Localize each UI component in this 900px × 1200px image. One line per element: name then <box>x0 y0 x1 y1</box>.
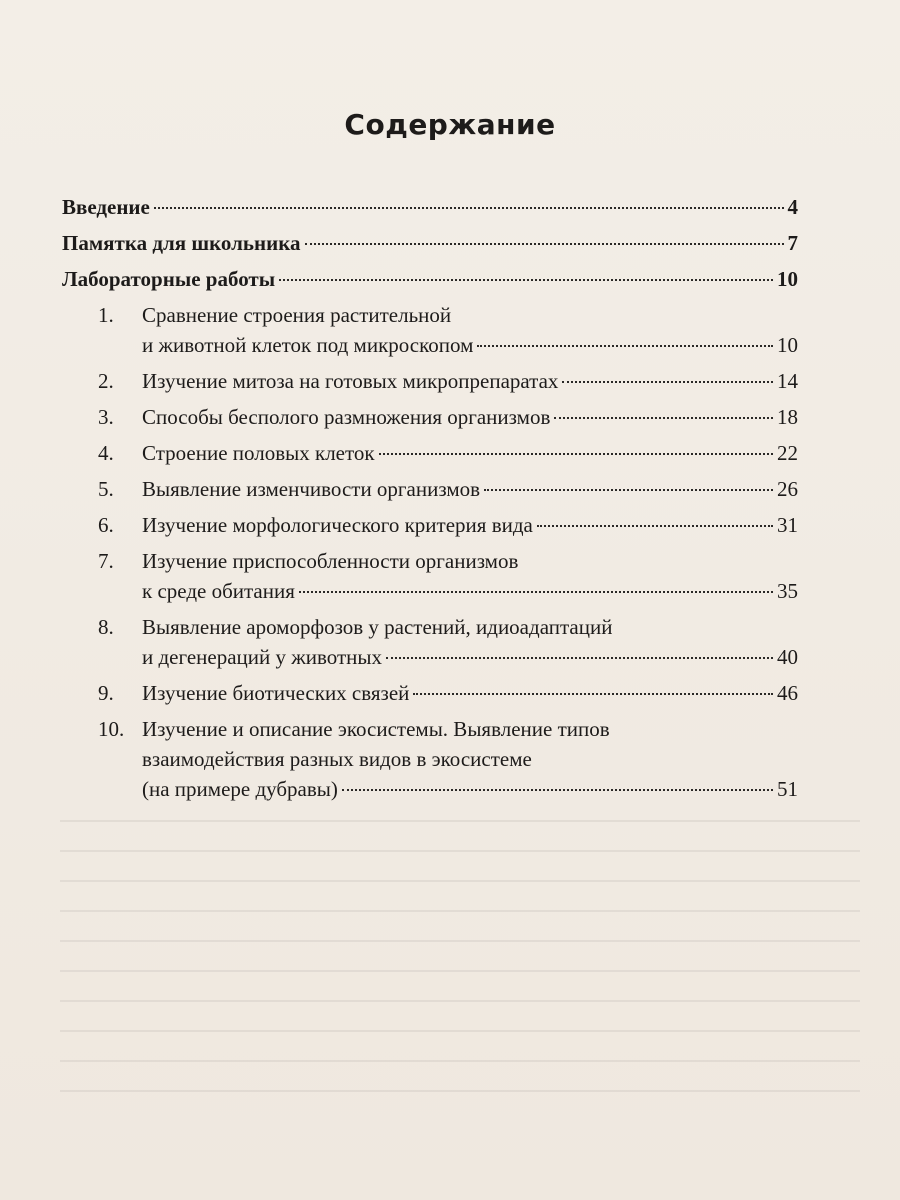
lab-entry-1[interactable] <box>62 300 798 360</box>
lab-title-line: Изучение приспособленности организмов <box>142 549 519 573</box>
lab-title-line: Изучение и описание экосистемы. Выявление типов <box>142 717 610 741</box>
toc-entry-label: Памятка для школьника <box>62 231 301 255</box>
lab-title-line: и животной клеток под микроскопом <box>142 333 474 357</box>
toc-entry-intro[interactable] <box>62 192 798 222</box>
lab-entry-8[interactable] <box>62 612 798 672</box>
dot-leader <box>477 344 773 347</box>
lab-entry-5[interactable] <box>62 474 798 504</box>
toc-page-number: 7 <box>787 231 798 255</box>
dot-leader <box>562 380 773 383</box>
lab-page-number: 26 <box>777 477 798 501</box>
lab-number: 1. <box>98 303 114 327</box>
lab-page-number: 10 <box>777 333 798 357</box>
lab-page-number: 35 <box>777 579 798 603</box>
dot-leader <box>154 206 784 209</box>
lab-page-number: 18 <box>777 405 798 429</box>
lab-entry-10[interactable] <box>62 714 798 804</box>
bleed-through-texture <box>60 820 860 1120</box>
lab-number: 3. <box>98 405 114 429</box>
dot-leader <box>386 656 773 659</box>
lab-title-line: Изучение морфологического критерия вида <box>142 513 533 537</box>
toc-page-number: 4 <box>787 195 798 219</box>
lab-number: 5. <box>98 477 114 501</box>
lab-page-number: 22 <box>777 441 798 465</box>
toc-entry-label: Введение <box>62 195 150 219</box>
lab-number: 9. <box>98 681 114 705</box>
lab-page-number: 40 <box>777 645 798 669</box>
lab-number: 7. <box>98 549 114 573</box>
lab-title-line: Строение половых клеток <box>142 441 375 465</box>
lab-page-number: 46 <box>777 681 798 705</box>
lab-page-number: 31 <box>777 513 798 537</box>
lab-title-line: Изучение биотических связей <box>142 681 410 705</box>
lab-page-number: 14 <box>777 369 798 393</box>
lab-entry-9[interactable] <box>62 678 798 708</box>
dot-leader <box>299 590 773 593</box>
lab-entry-4[interactable] <box>62 438 798 468</box>
lab-title-line: Способы бесполого размножения организмов <box>142 405 551 429</box>
toc-entry-memo[interactable] <box>62 228 798 258</box>
lab-number: 2. <box>98 369 114 393</box>
lab-title-line: Выявление ароморфозов у растений, идиоадаптаций <box>142 615 613 639</box>
lab-entry-7[interactable] <box>62 546 798 606</box>
dot-leader <box>279 278 773 281</box>
dot-leader <box>537 524 773 527</box>
lab-entry-6[interactable] <box>62 510 798 540</box>
dot-leader <box>305 242 784 245</box>
dot-leader <box>484 488 773 491</box>
lab-entry-3[interactable] <box>62 402 798 432</box>
toc-page-number: 10 <box>777 267 798 291</box>
lab-number: 6. <box>98 513 114 537</box>
lab-title-line: Изучение митоза на готовых микропрепаратах <box>142 369 559 393</box>
lab-title-line: к среде обитания <box>142 579 295 603</box>
dot-leader <box>554 416 773 419</box>
toc-entry-label: Лабораторные работы <box>62 267 276 291</box>
lab-number: 8. <box>98 615 114 639</box>
lab-title-line: Выявление изменчивости организмов <box>142 477 481 501</box>
page-title: Содержание <box>344 108 556 141</box>
dot-leader <box>342 788 773 791</box>
lab-entry-2[interactable] <box>62 366 798 396</box>
lab-title-line: и дегенераций у животных <box>142 645 383 669</box>
lab-number: 4. <box>98 441 114 465</box>
table-of-contents <box>62 192 798 810</box>
lab-title-line: Сравнение строения растительной <box>142 303 452 327</box>
lab-title-line: взаимодействия разных видов в экосистеме <box>142 747 532 771</box>
dot-leader <box>413 692 773 695</box>
lab-title-line: (на примере дубравы) <box>142 777 338 801</box>
toc-entry-labs[interactable] <box>62 264 798 294</box>
lab-number: 10. <box>98 717 125 741</box>
lab-page-number: 51 <box>777 777 798 801</box>
dot-leader <box>379 452 773 455</box>
